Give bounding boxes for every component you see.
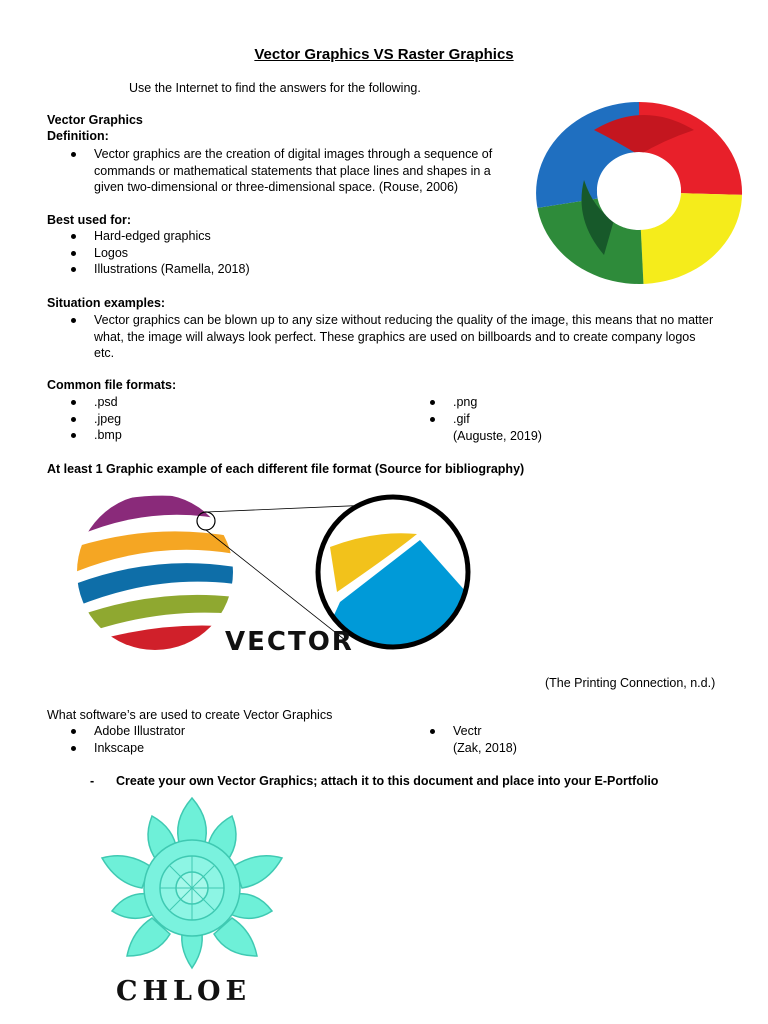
chloe-text: CHLOE [116,976,252,1007]
formats-list-right [406,394,477,427]
formats-label: Common file formats: [47,378,177,392]
list-item: Hard-edged graphics [47,228,250,245]
list-item: .bmp [47,427,122,444]
printing-citation: (The Printing Connection, n.d.) [545,676,716,690]
list-item: Logos [47,245,250,262]
best-used-label: Best used for: [47,213,132,227]
list-item: .jpeg [47,411,122,428]
situation-list [47,312,717,362]
list-item: Illustrations (Ramella, 2018) [47,261,250,278]
software-list-left [47,723,185,756]
software-label: What software’s are used to create Vector Graphics [47,708,333,722]
best-used-list [47,228,250,278]
list-item: Adobe Illustrator [47,723,185,740]
own-graphics-text: Create your own Vector Graphics; attach it to this document and place into your E-Portfolio [116,774,659,788]
list-item: Vector graphics can be blown up to any size without reducing the quality of the image, this means that no matter what, the image will always look perfect. These graphics are used on billboards and to create company logos etc. [47,312,717,362]
list-item: .png [406,394,477,411]
definition-list [47,146,522,196]
software-citation: (Zak, 2018) [453,741,517,755]
instructions: Use the Internet to find the answers for the following. [129,81,421,95]
vector-example-image [75,492,475,657]
formats-citation: (Auguste, 2019) [453,429,542,443]
section-heading-vector: Vector Graphics [47,113,143,127]
flower-graphic-image [92,796,292,971]
list-item: Vectr [406,723,482,740]
definition-label: Definition: [47,129,109,143]
formats-list-left [47,394,122,444]
software-list-right [406,723,482,740]
own-graphics-dash: - [90,774,95,788]
example-heading: At least 1 Graphic example of each different file format (Source for bibliography) [47,462,525,476]
list-item: .psd [47,394,122,411]
list-item: Inkscape [47,740,185,757]
list-item: Vector graphics are the creation of digital images through a sequence of commands or mathematical statements that place lines and shapes in a given two-dimensional or three-dimensional space. (Rouse, 2006) [47,146,522,196]
vector-logo-text: VECTOR [225,627,354,657]
swirl-logo-image [534,100,744,285]
page-title: Vector Graphics VS Raster Graphics [254,46,514,63]
situation-label: Situation examples: [47,296,166,310]
list-item: .gif [406,411,477,428]
